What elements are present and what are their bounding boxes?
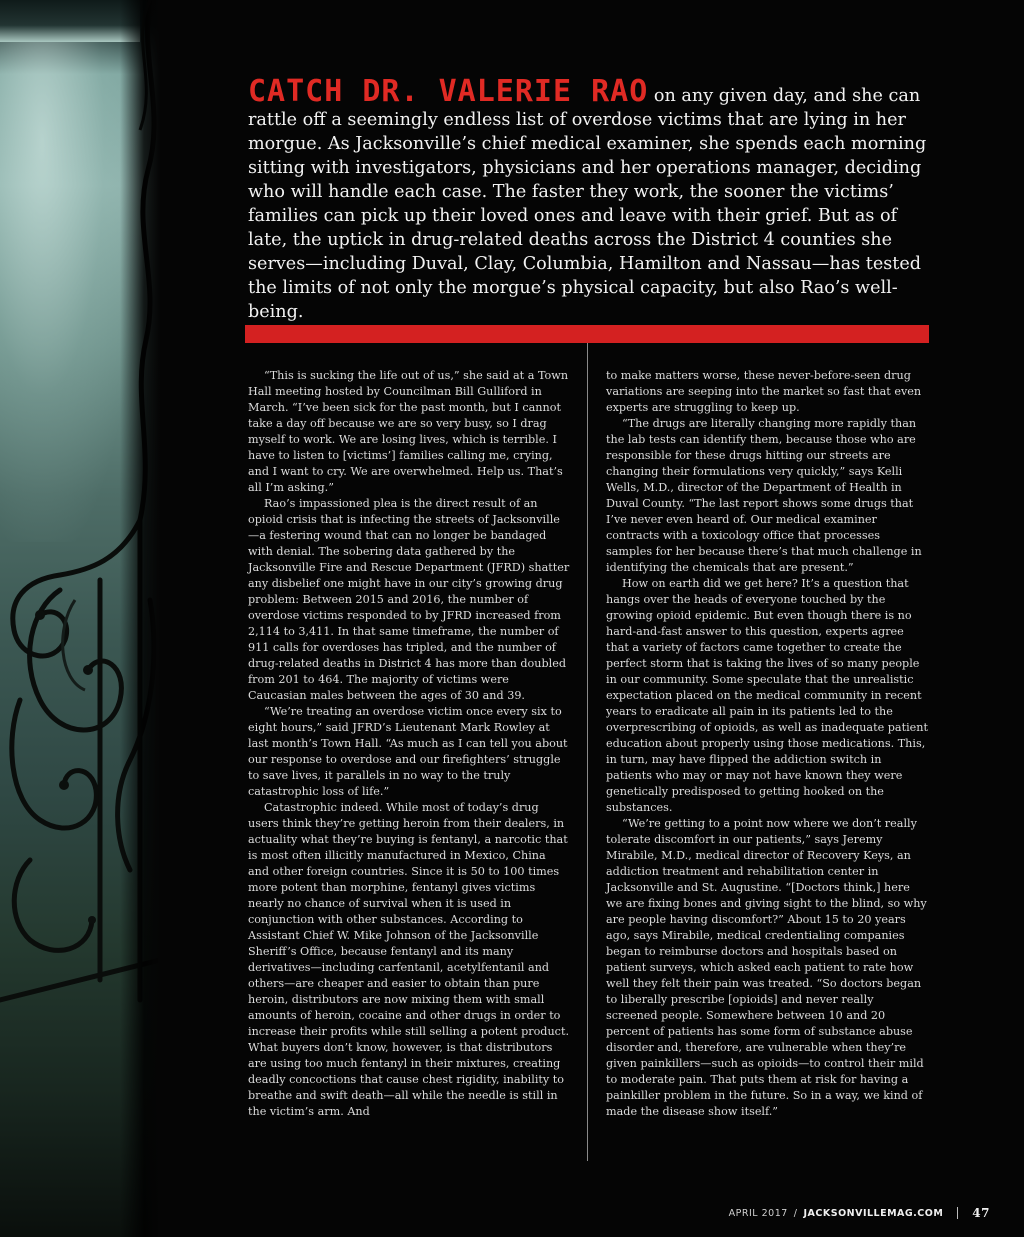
folio-divider <box>957 1207 958 1219</box>
lede-text: on any given day, and she can rattle off a seemingly endless list of overdose victims that are lying in her morgue. As Jacksonville’s chief medical examiner, she spends each morning sitting with investigators, physicians and her operations manager, deciding who will handle each case. The faster they work, the sooner the victims’ families can pick up their loved ones and leave with their grief. But as of late, the uptick in drug-related deaths across the District 4 counties she serves—including Duval, Clay, Columbia, Hamilton and Nassau—has tested the limits of not only the morgue’s physical capacity, but also Rao’s well-being. <box>248 86 927 322</box>
folio-slash: / <box>793 1207 798 1219</box>
folio-website: JACKSONVILLEMAG.COM <box>803 1207 944 1219</box>
body-column-left <box>248 368 570 1120</box>
red-divider-bar <box>245 325 929 343</box>
body-paragraph: “The drugs are literally changing more rapidly than the lab tests can identify them, because those who are responsible for these drugs hitting our streets are changing their formulations very quickly,” says Kelli Wells, M.D., director of the Department of Health in Duval County. “The last report shows some drugs that I’ve never even heard of. Our medical examiner contracts with a toxicology office that processes samples for her because there’s that much challenge in identifying the chemicals that are present.” <box>606 417 922 574</box>
body-paragraph: “We’re treating an overdose victim once every six to eight hours,” said JFRD’s Lieutenant Mark Rowley at last month’s Town Hall. “As much as I can tell you about our response to overdose and our firefighters’ struggle to save lives, it parallels in no way to the truly catastrophic loss of life.” <box>248 705 568 798</box>
page-folio <box>729 1206 990 1220</box>
body-paragraph: How on earth did we get here? It’s a question that hangs over the heads of everyone touched by the growing opioid epidemic. But even though there is no hard-and-fast answer to this question, experts agree that a variety of factors came together to create the perfect storm that is taking the lives of so many people in our community. Some speculate that the unrealistic expectation placed on the medical community in recent years to eradicate all pain in its patients led to the overprescribing of opioids, as well as inadequate patient education about properly using those medications. This, in turn, may have flipped the addiction switch in patients who may or may not have known they were genetically predisposed to getting hooked on the substances. <box>606 577 929 814</box>
folio-issue-date: APRIL 2017 <box>728 1207 788 1219</box>
column-rule <box>587 343 588 1161</box>
body-paragraph: Catastrophic indeed. While most of today’s drug users think they’re getting heroin from their dealers, in actuality what they’re buying is fentanyl, a narcotic that is most often illicitly manufactured in Mexico, China and other foreign countries. Since it is 50 to 100 times more potent than morphine, fentanyl gives victims nearly no chance of survival when it is used in conjunction with other substances. According to Assistant Chief W. Mike Johnson of the Jacksonville Sheriff’s Office, because fentanyl and its many derivatives—including carfentanil, acetylfentanil and others—are cheaper and easier to obtain than pure heroin, distributors are now mixing them with small amounts of heroin, cocaine and other drugs in order to increase their profits while still selling a potent product. What buyers don’t know, however, is that distributors are using too much fentanyl in their mixtures, creating deadly concoctions that cause chest rigidity, inability to breathe and swift death—all while the needle is still in the victim’s arm. And <box>248 801 569 1118</box>
lede-paragraph <box>248 74 928 324</box>
body-paragraph: “This is sucking the life out of us,” she said at a Town Hall meeting hosted by Councilman Bill Gulliford in March. “I’ve been sick for the past month, but I cannot take a day off because we are so very busy, so I drag myself to work. We are losing lives, which is terrible. I have to listen to [victims’] families calling me, crying, and I want to cry. We are overwhelmed. Help us. That’s all I’m asking.” <box>248 369 569 494</box>
body-paragraph: Rao’s impassioned plea is the direct result of an opioid crisis that is infecting the streets of Jacksonville—a festering wound that can no longer be bandaged with denial. The sobering data gathered by the Jacksonville Fire and Rescue Department (JFRD) shatter any disbelief one might have in our city’s growing drug problem: Between 2015 and 2016, the number of overdose victims responded to by JFRD increased from 2,114 to 3,411. In that same timeframe, the number of 911 calls for overdoses has tripled, and the number of drug-related deaths in District 4 has more than doubled from 201 to 464. The majority of victims were Caucasian males between the ages of 30 and 39. <box>248 497 570 702</box>
body-column-right <box>606 368 928 1120</box>
photo-edge-shadow <box>120 0 160 1237</box>
body-paragraph-continued: to make matters worse, these never-before-seen drug variations are seeping into the market so fast that even experts are struggling to keep up. <box>606 369 922 414</box>
stairwell-photo <box>0 0 160 1237</box>
page-number: 47 <box>972 1206 990 1220</box>
body-paragraph: “We’re getting to a point now where we don’t really tolerate discomfort in our patients,” says Jeremy Mirabile, M.D., medical director of Recovery Keys, an addiction treatment and rehabilitation center in Jacksonville and St. Augustine. “[Doctors think,] here we are fixing bones and giving sight to the blind, so why are people having discomfort?” About 15 to 20 years ago, says Mirabile, medical credentialing companies began to reimburse doctors and hospitals based on patient surveys, which asked each patient to rate how well they felt their pain was treated. “So doctors began to liberally prescribe [opioids] and never really screened people. Somewhere between 10 and 20 percent of patients has some form of substance abuse disorder and, therefore, are vulnerable when they’re given painkillers—such as opioids—to control their mild to moderate pain. That puts them at risk for having a painkiller problem in the future. So in a way, we kind of made the disease show itself.” <box>606 817 927 1118</box>
lede-kicker: CATCH DR. VALERIE RAO <box>248 74 649 109</box>
